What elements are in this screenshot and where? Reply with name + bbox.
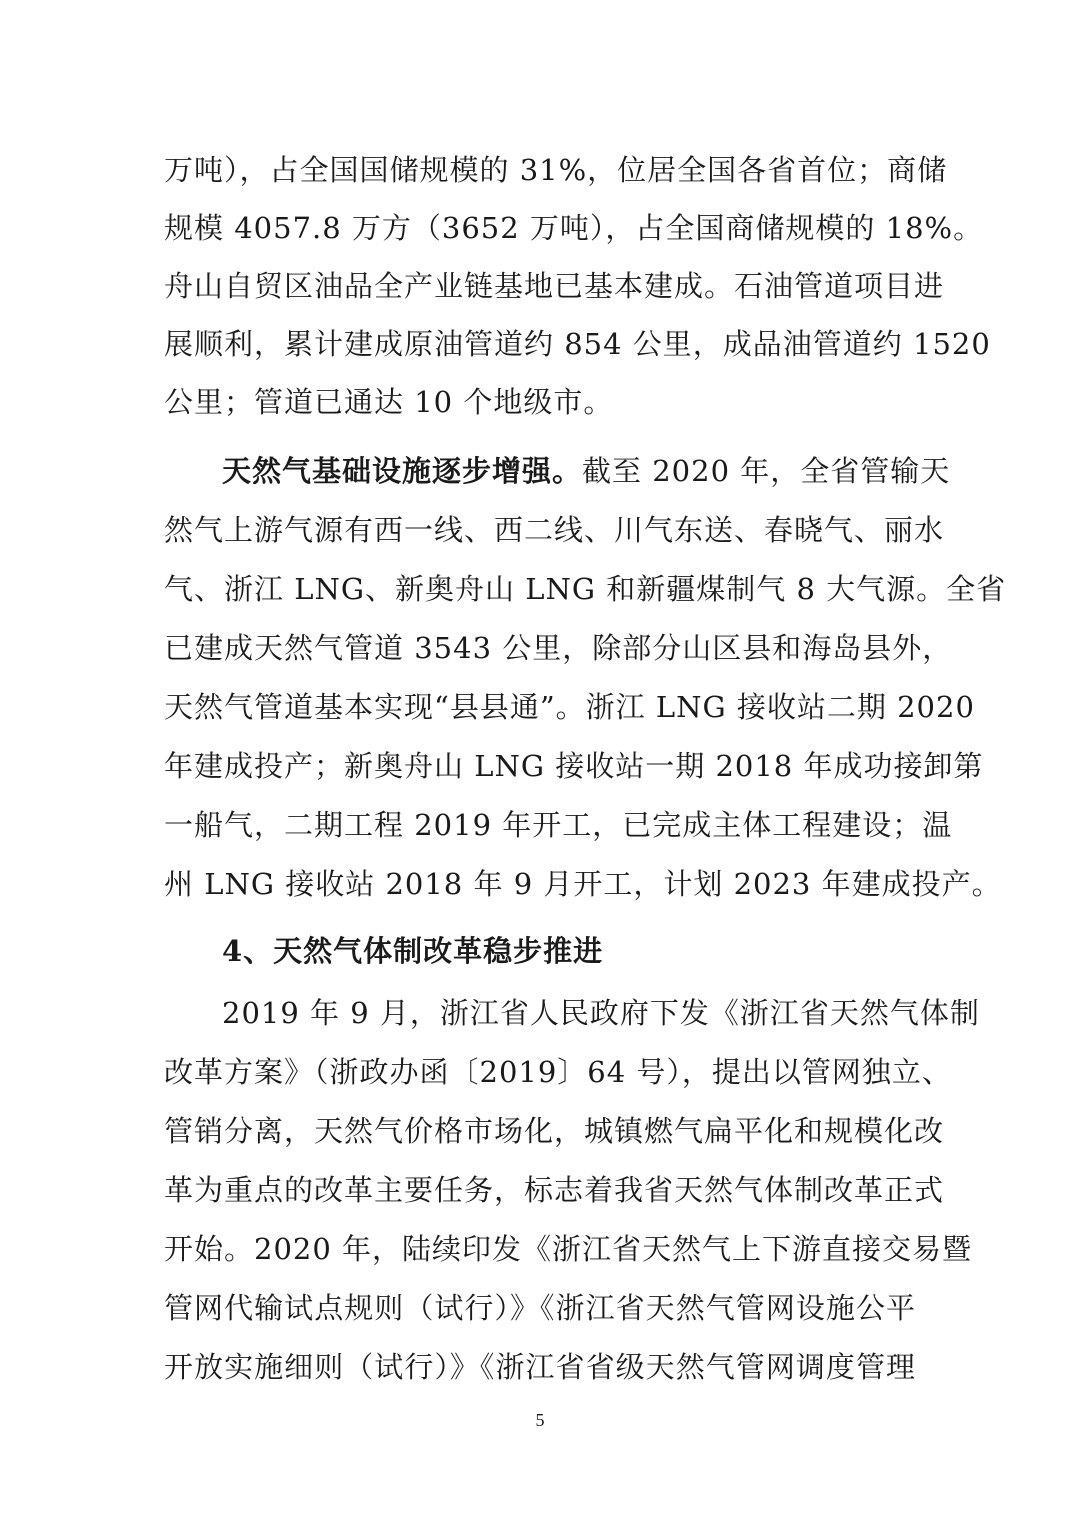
- paragraph-first-line: 2019 年 9 月，浙江省人民政府下发《浙江省天然气体制: [222, 996, 980, 1030]
- text-line: 已建成天然气管道 3543 公里，除部分山区县和海岛县外，: [164, 631, 953, 665]
- paragraph-text: 截至 2020 年，全省管输天: [582, 454, 951, 488]
- text-line: 年建成投产；新奥舟山 LNG 接收站一期 2018 年成功接卸第: [164, 749, 984, 783]
- text-line: 公里；管道已通达 10 个地级市。: [164, 385, 614, 419]
- text-line: 万吨），占全国国储规模的 31%，位居全国各省首位；商储: [164, 153, 948, 187]
- text-line: 展顺利，累计建成原油管道约 854 公里，成品油管道约 1520: [164, 327, 991, 361]
- page-number: 5: [535, 1410, 545, 1430]
- text-line: 舟山自贸区油品全产业链基地已基本建成。石油管道项目进: [164, 269, 945, 303]
- text-line: 然气上游气源有西一线、西二线、川气东送、春晓气、丽水: [164, 513, 945, 547]
- text-line: 一船气，二期工程 2019 年开工，已完成主体工程建设；温: [164, 808, 953, 842]
- text-line: 天然气管道基本实现“县县通”。浙江 LNG 接收站二期 2020: [164, 690, 975, 724]
- text-line: 管销分离，天然气价格市场化，城镇燃气扁平化和规模化改: [164, 1114, 945, 1148]
- text-line: 改革方案》（浙政办函〔2019〕64 号），提出以管网独立、: [164, 1055, 952, 1089]
- text-line: 气、浙江 LNG、新奥舟山 LNG 和新疆煤制气 8 大气源。全省: [164, 572, 1007, 606]
- text-line: 管网代输试点规则（试行）》《浙江省天然气管网设施公平: [164, 1291, 916, 1325]
- text-line: 革为重点的改革主要任务，标志着我省天然气体制改革正式: [164, 1173, 945, 1207]
- text-line: 开始。2020 年，陆续印发《浙江省天然气上下游直接交易暨: [164, 1232, 973, 1266]
- paragraph-first-line: [222, 451, 951, 491]
- section-heading: 4、天然气体制改革稳步推进: [222, 934, 604, 968]
- paragraph-heading: 天然气基础设施逐步增强。: [222, 454, 583, 488]
- text-line: 州 LNG 接收站 2018 年 9 月开工，计划 2023 年建成投产。: [164, 867, 1002, 901]
- text-line: 规模 4057.8 万方（3652 万吨），占全国商储规模的 18%。: [164, 211, 984, 245]
- text-line: 开放实施细则（试行）》《浙江省省级天然气管网调度管理: [164, 1350, 916, 1384]
